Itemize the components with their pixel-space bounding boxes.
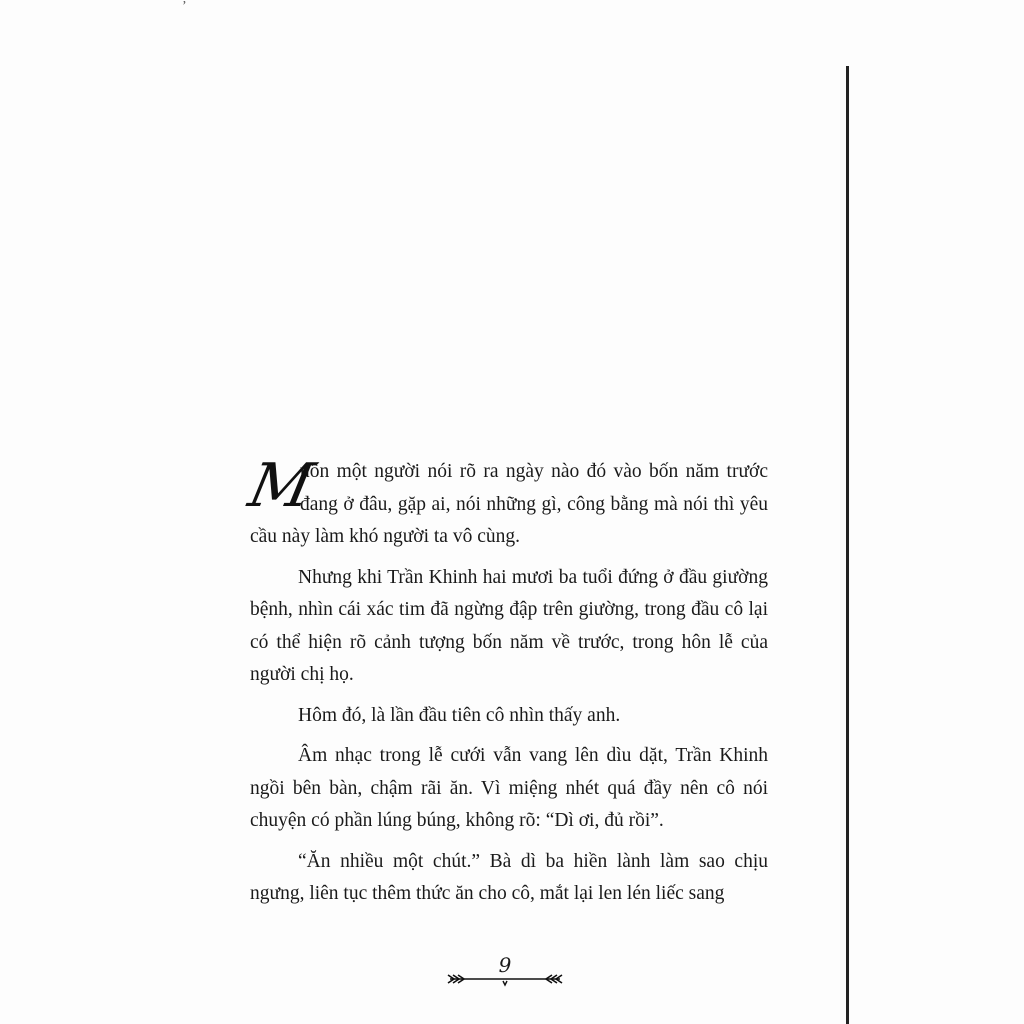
paragraph: “Ăn nhiều một chút.” Bà dì ba hiền lành làm sao chịu ngưng, liên tục thêm thức ăn cho cô, mắt lại len lén liếc sang [250, 850, 768, 904]
page-number: 9 [498, 953, 512, 977]
drop-cap: M [242, 451, 320, 521]
chapter-body [242, 451, 768, 919]
paragraph: Nhưng khi Trần Khinh hai mươi ba tuổi đứng ở đầu giường bệnh, nhìn cái xác tim đã ngừng đập trên giường, trong đầu cô lại có thể hiện rõ cảnh tượng bốn năm về trước, trong hôn lễ của người chị họ. [250, 566, 768, 685]
spine-line [846, 66, 849, 1024]
corner-mark: ’ [182, 0, 187, 14]
first-paragraph [242, 451, 768, 554]
paragraph: Âm nhạc trong lễ cưới vẫn vang lên dìu dặt, Trần Khinh ngồi bên bàn, chậm rãi ăn. Vì miệng nhét quá đầy nên cô nói chuyện có phần lúng búng, không rõ: “Dì ơi, đủ rồi”. [250, 745, 768, 831]
arrow-ornament-icon [446, 971, 564, 987]
page-footer [446, 955, 564, 991]
paragraph: Hôm đó, là lần đầu tiên cô nhìn thấy anh. [298, 704, 621, 726]
first-paragraph-text: uốn một người nói rõ ra ngày nào đó vào bốn năm trước đang ở đâu, gặp ai, nói những gì, công bằng mà nói thì yêu cầu này làm khó người ta vô cùng. [250, 461, 768, 547]
